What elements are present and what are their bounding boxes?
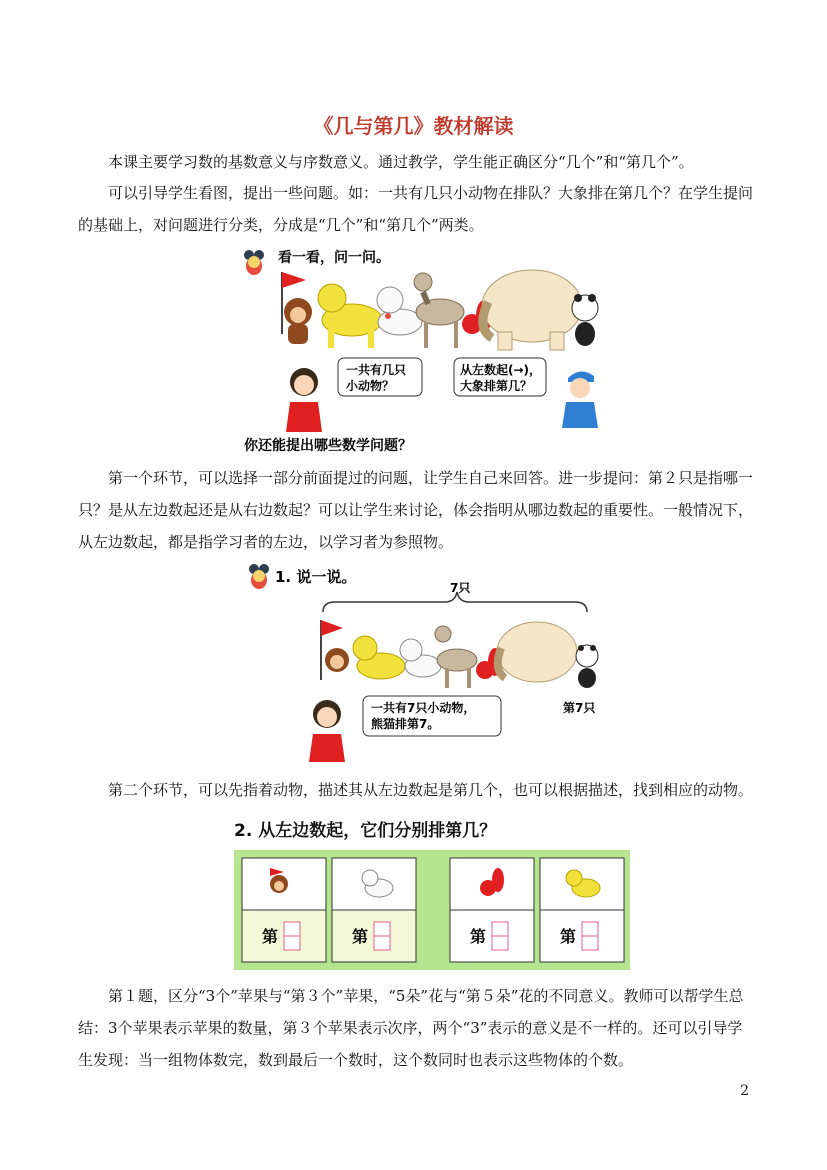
paragraph-exercise1: 第１题，区分“3个”苹果与“第３个”苹果，“5朵”花与“第５朵”花的不同意义。教师可以帮学生总结：3个苹果表示苹果的数量，第３个苹果表示次序，两个“3”表示的意义是不一样的。还可以引导学生发现：当一组物体数完，数到最后一个数时，这个数同时也表示这些物体的个数。 (78, 987, 744, 1069)
cell-prefix-4: 第 (560, 927, 577, 946)
dog-icon (318, 284, 382, 348)
bubble-line1: 一共有7只小动物， (371, 701, 476, 715)
cell-squirrel (450, 858, 534, 962)
monkey-icon (321, 620, 349, 680)
deer-icon (414, 273, 464, 348)
side-label: 第7只 (563, 701, 596, 715)
bubble-left-line1: 一共有几只 (346, 363, 407, 377)
brace-line (323, 592, 587, 612)
cell-prefix-3: 第 (470, 927, 487, 946)
figure1-caption: 你还能提出哪些数学问题？ (244, 438, 412, 454)
boy-icon (562, 371, 598, 428)
girl-icon (309, 700, 345, 762)
figure-look-and-ask (240, 242, 600, 457)
mouse-mascot-icon (249, 564, 269, 589)
page-title: 《几与第几》教材解读 (313, 114, 514, 138)
paragraph-step1: 第一个环节，可以选择一部分前面提过的问题，让学生自己来回答。进一步提问：第２只是指哪一只？是从左边数起还是从右边数起？可以让学生来讨论，体会指明从哪边数起的重要性。一般情况下，从左边数起，都是指学习者的左边，以学习者为参照物。 (78, 469, 754, 551)
figure1-heading: 看一看，问一问。 (278, 250, 390, 266)
figure-which-position (232, 816, 632, 841)
elephant-icon (497, 622, 577, 682)
cat-icon (377, 287, 422, 335)
paragraph-intro: 本课主要学习数的基数意义与序数意义。通过教学，学生能正确区分“几个”和“第几个”。 (108, 153, 694, 171)
cell-prefix-1: 第 (262, 927, 279, 946)
figure-say-it (245, 562, 615, 767)
page-number: 2 (740, 1083, 749, 1099)
cell-prefix-2: 第 (352, 927, 369, 946)
monkey-icon (282, 272, 312, 344)
dog-icon (353, 636, 405, 679)
position-grid (234, 850, 630, 970)
paragraph-step2: 第二个环节，可以先指着动物，描述其从左边数起是第几个，也可以根据描述，找到相应的动物。 (108, 781, 754, 799)
girl-icon (286, 368, 322, 432)
paragraph-guide: 可以引导学生看图，提出一些问题。如：一共有几只小动物在排队？大象排在第几个？在学生提问的基础上，对问题进行分类，分成是“几个”和“第几个”两类。 (78, 184, 754, 234)
cell-dog (540, 858, 624, 962)
cat-icon (400, 639, 441, 677)
deer-icon (435, 626, 477, 688)
figure2-heading: 1. 说一说。 (275, 568, 357, 586)
bubble-line2: 熊猫排第7。 (371, 717, 440, 731)
brace-label: 7只 (450, 581, 471, 595)
cell-monkey (242, 858, 326, 962)
bubble-right-line1: 从左数起(→)， (460, 363, 542, 377)
mouse-mascot-icon (244, 250, 264, 275)
cell-cat (332, 858, 416, 962)
panda-icon (576, 645, 598, 688)
elephant-icon (482, 270, 582, 350)
bubble-right-line2: 大象排第几？ (460, 379, 533, 393)
bubble-left-line2: 小动物？ (346, 379, 395, 393)
figure3-heading: 2. 从左边数起，它们分别排第几？ (234, 821, 497, 841)
